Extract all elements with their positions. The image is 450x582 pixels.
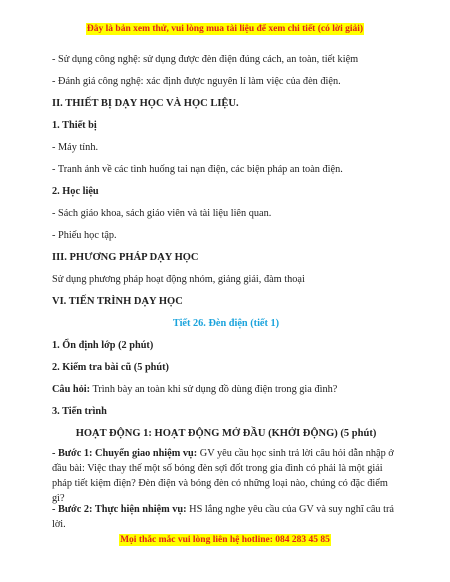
hotline-banner: [0, 535, 450, 545]
activity-heading: HOẠT ĐỘNG 1: HOẠT ĐỘNG MỞ ĐẦU (KHỞI ĐỘNG) (5 phút): [75, 428, 377, 439]
section-heading: VI. TIẾN TRÌNH DẠY HỌC: [52, 296, 183, 307]
paragraph: Sử dụng phương pháp hoạt động nhóm, giảng giải, đàm thoại: [52, 274, 305, 285]
question-label: Câu hỏi:: [52, 384, 91, 395]
section-heading: II. THIẾT BỊ DẠY HỌC VÀ HỌC LIỆU.: [52, 98, 239, 109]
preview-notice-text: Đây là bản xem thử, vui lòng mua tài liệu để xem chi tiết (có lời giải): [86, 24, 364, 34]
step-label: - Bước 2: Thực hiện nhiệm vụ:: [52, 504, 187, 515]
subsection-heading: 1. Thiết bị: [52, 120, 97, 131]
subsection-heading: 2. Học liệu: [52, 186, 99, 197]
objective-line: - Đánh giá công nghệ: xác định được nguyên lí làm việc của đèn điện.: [52, 76, 341, 87]
step-text: HS lắng nghe yêu cầu của GV và suy nghĩ câu trả lời.: [52, 504, 394, 530]
step-paragraph: [52, 502, 402, 532]
step-label: - Bước 1: Chuyển giao nhiệm vụ:: [52, 448, 198, 459]
list-item: - Sách giáo khoa, sách giáo viên và tài liệu liên quan.: [52, 208, 272, 219]
step-heading: 1. Ổn định lớp (2 phút): [52, 340, 154, 351]
step-paragraph: [52, 446, 402, 506]
step-heading: 2. Kiểm tra bài cũ (5 phút): [52, 362, 169, 373]
question-text: Trình bày an toàn khi sử dụng đồ dùng điện trong gia đình?: [90, 384, 338, 395]
preview-notice-banner: [0, 24, 450, 34]
objective-line: - Sử dụng công nghệ: sử dụng được đèn điện đúng cách, an toàn, tiết kiệm: [52, 54, 359, 65]
question-line: [52, 383, 337, 396]
lesson-title: Tiết 26. Đèn điện (tiết 1): [172, 318, 280, 329]
section-heading: III. PHƯƠNG PHÁP DẠY HỌC: [52, 252, 199, 263]
list-item: - Máy tính.: [52, 142, 99, 153]
list-item: - Tranh ảnh về các tình huống tai nạn điện, các biện pháp an toàn điện.: [52, 164, 343, 175]
list-item: - Phiếu học tập.: [52, 230, 117, 241]
step-heading: 3. Tiến trình: [52, 406, 107, 417]
hotline-text: Mọi thắc mắc vui lòng liên hệ hotline: 084 283 45 85: [120, 535, 330, 545]
step-text: GV yêu cầu học sinh trả lời câu hỏi dẫn nhập ở đầu bài: Việc thay thế một số bóng đèn sợi đốt trong gia đình có phải là một giải pháp tiết kiệm điện? Đèn điện và bóng đèn có những loại nào, chúng có đặc điểm gì?: [52, 448, 394, 504]
